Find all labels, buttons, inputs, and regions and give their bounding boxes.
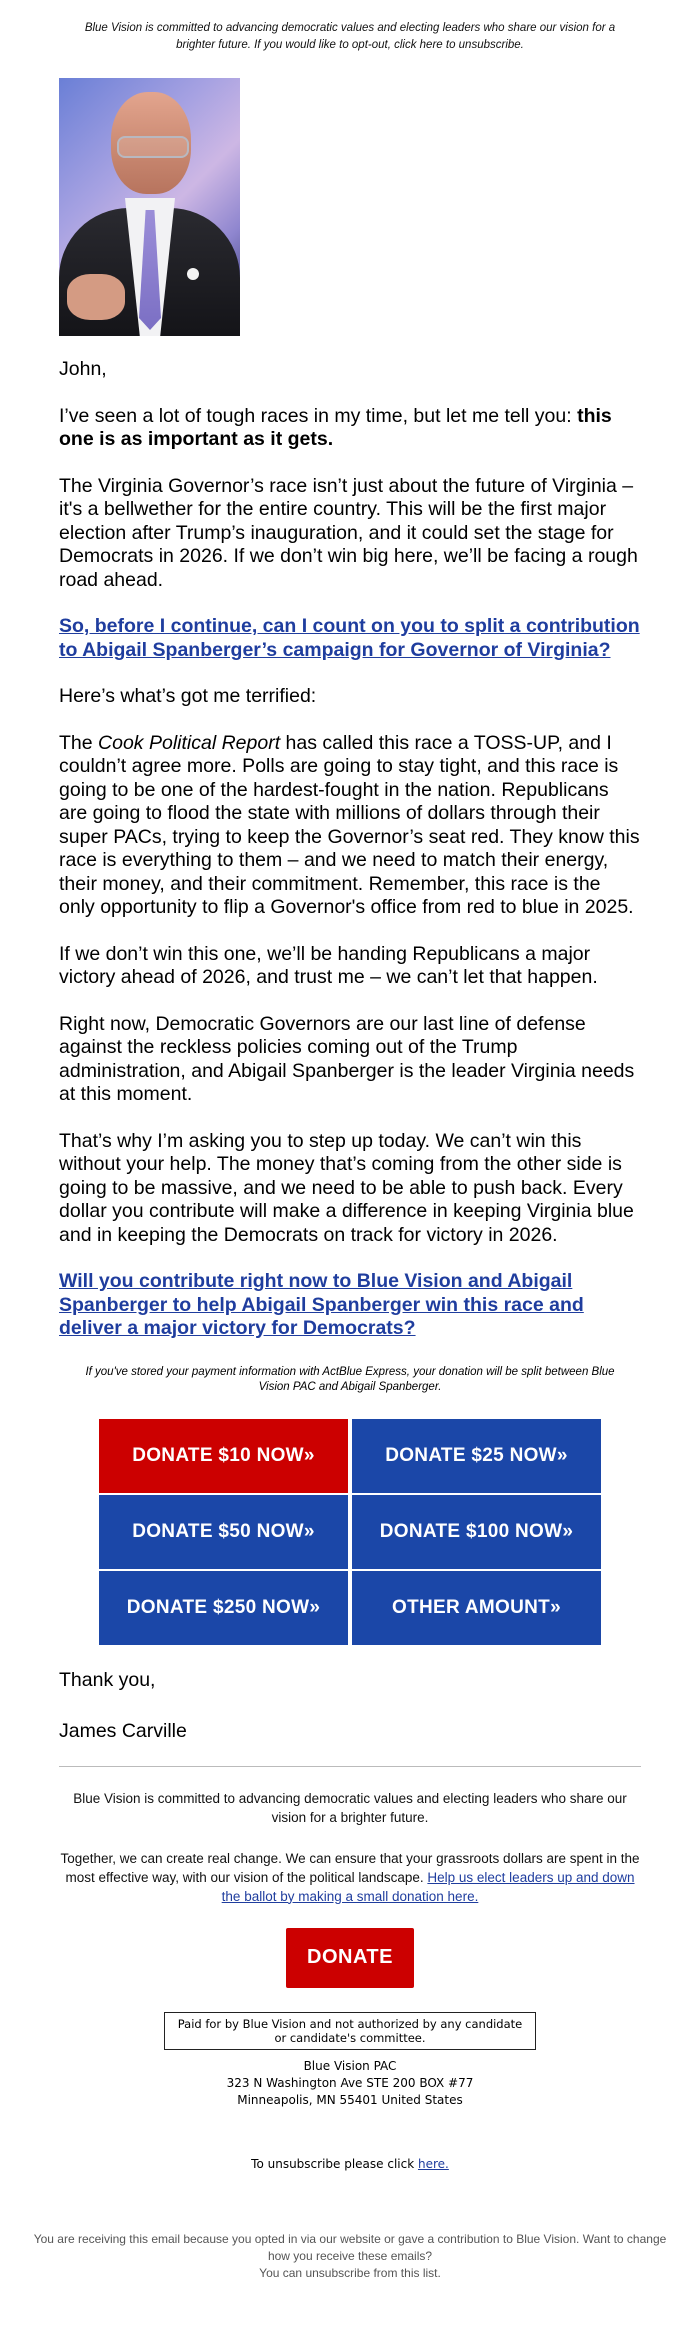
unsubscribe-list-link[interactable]: You can unsubscribe from this list.: [259, 2265, 441, 2280]
paid-for-disclaimer: Paid for by Blue Vision and not authorized by any candidate or candidate's committee.: [164, 2012, 536, 2050]
footer-divider: [59, 1766, 641, 1767]
cta-link-split-contribution[interactable]: So, before I continue, can I count on you to split a contribution to Abigail Spanberger’s campaign for Governor of Virginia?: [59, 615, 640, 661]
signature: James Carville: [59, 1720, 187, 1742]
paragraph-major-victory: If we don’t win this one, we’ll be handing Republicans a major victory ahead of 2026, and trust me – we can’t let that happen.: [59, 942, 598, 988]
footer-donate-link[interactable]: Help us elect leaders up and down the ballot by making a small donation here.: [221, 1869, 635, 1904]
cta-link-contribute-now[interactable]: Will you contribute right now to Blue Vision and Abigail Spanberger to help Abigail Spanberger win this race and deliver a major victory for Democrats?: [59, 1270, 584, 1339]
unsubscribe-line: To unsubscribe please click here.: [251, 2156, 449, 2171]
actblue-note: If you've stored your payment information with ActBlue Express, your donation will be split between Blue Vision PAC and Abigail Spanberger.: [85, 1365, 615, 1393]
paragraph-last-line: Right now, Democratic Governors are our last line of defense against the reckless policies coming out of the Trump administration, and Abigail Spanberger is the leader Virginia needs at this moment.: [59, 1012, 635, 1105]
footer-donate-button[interactable]: DONATE: [286, 1928, 414, 1988]
footer-together: Together, we can create real change. We can ensure that your grassroots dollars are spent in the most effective way, with our vision of the political landscape. Help us elect leaders up and down the ballot by making a small donation here.: [60, 1850, 640, 1904]
donate-50-button[interactable]: DONATE $50 NOW»: [99, 1495, 348, 1569]
other-amount-button[interactable]: OTHER AMOUNT»: [352, 1571, 601, 1645]
paragraph-step-up: That’s why I’m asking you to step up today. We can’t win this without your help. The money that’s coming from the other side is going to be massive, and we need to be able to push back. Every dollar you contribute will make a difference in keeping Virginia blue and in keeping the Democrats on track for victory in 2026.: [59, 1129, 634, 1246]
letter-body: [59, 78, 641, 1341]
closing-thanks: Thank you,: [59, 1668, 156, 1691]
donate-250-button[interactable]: DONATE $250 NOW»: [99, 1571, 348, 1645]
bottom-notice: You are receiving this email because you opted in via our website or gave a contribution to Blue Vision. Want to change how you receive these emails? You can unsubscribe from this list.: [30, 2231, 670, 2282]
paragraph-bellwether: The Virginia Governor’s race isn’t just about the future of Virginia – it's a bellwether for the entire country. This will be the first major election after Trump’s inauguration, and it could set the stage for Democrats in 2026. If we don’t win big here, we’ll be facing a rough road ahead.: [59, 474, 638, 591]
header-notice[interactable]: Blue Vision is committed to advancing democratic values and electing leaders who share our vision for a brighter future. If you would like to opt-out, click here to unsubscribe.: [84, 22, 616, 51]
greeting: John,: [59, 358, 107, 380]
paragraph-toss-up: The Cook Political Report has called this race a TOSS-UP, and I couldn’t agree more. Polls are going to stay tight, and this race is going to be one of the hardest-fought in the nation. Republicans are going to flood the state with millions of dollars through their super PACs, trying to keep the Governor’s seat red. They know this race is everything to them – and we need to match their energy, their money, and their commitment. Remember, this race is the only opportunity to flip a Governor's office from red to blue in 2025.: [59, 731, 640, 918]
paragraph-terrified: Here’s what’s got me terrified:: [59, 685, 317, 707]
paragraph-intro: I’ve seen a lot of tough races in my time, but let me tell you: this one is as important as it gets.: [59, 404, 612, 450]
donate-25-button[interactable]: DONATE $25 NOW»: [352, 1419, 601, 1493]
mailing-address: Blue Vision PAC 323 N Washington Ave STE 200 BOX #77 Minneapolis, MN 55401 United States: [226, 2058, 474, 2107]
donate-100-button[interactable]: DONATE $100 NOW»: [352, 1495, 601, 1569]
unsubscribe-link[interactable]: here.: [417, 2156, 449, 2171]
donate-button-grid: [99, 1419, 601, 1645]
donate-10-button[interactable]: DONATE $10 NOW»: [99, 1419, 348, 1493]
author-photo: [59, 78, 240, 336]
footer-mission: Blue Vision is committed to advancing democratic values and electing leaders who share our vision for a brighter future.: [73, 1790, 627, 1825]
